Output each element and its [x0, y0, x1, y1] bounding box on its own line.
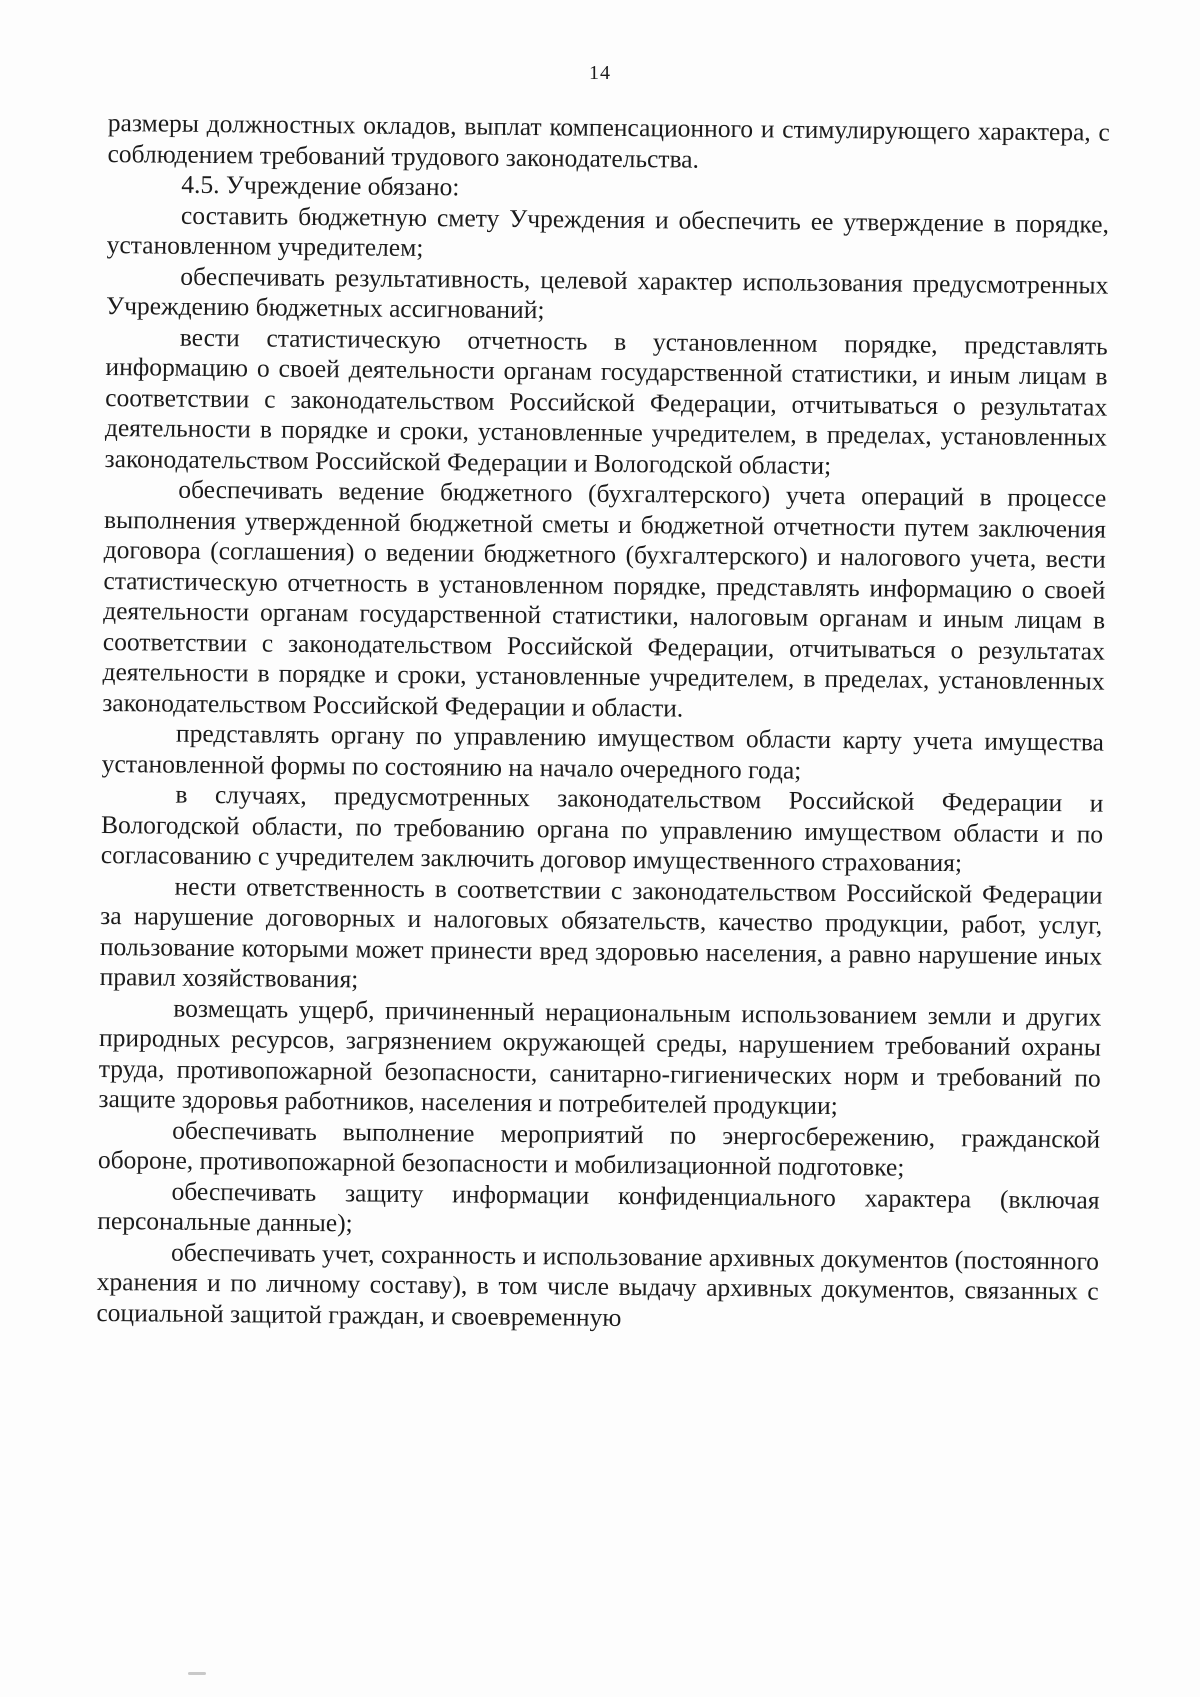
document-body — [96, 108, 1110, 1338]
paragraph-section-heading: 4.5. Учреждение обязано: — [181, 169, 460, 202]
paragraph-responsibility: нести ответственность в соответствии с законодательством Российской Федерации за нарушение договорных и налоговых обязательств, качество продукции, работ, услуг, пользование которыми может принести вред здоровью населения, а равно нарушение иных правил хозяйствования; — [99, 871, 1103, 994]
paragraph-archives: обеспечивать учет, сохранность и использование архивных документов (постоянного хранения и по личному составу), в том числе выдачу архивных документов, связанных с социальной защитой граждан, и своевременную — [96, 1237, 1100, 1332]
paragraph-statistical-reporting: вести статистическую отчетность в установленном порядке, представлять информацию о своей деятельности органам государственной статистики, и иным лицам в соответствии с законодательством Российской Федерации, отчитываться о результатах деятельности в порядке и сроки, установленные учредителем, в пределах, установленных законодательством Российской Федерации и Вологодской области; — [104, 322, 1108, 480]
paragraph-effectiveness: обеспечивать результативность, целевой характер использования предусмотренных Учреждению бюджетных ассигнований; — [105, 261, 1109, 325]
paragraph-insurance: в случаях, предусмотренных законодательством Российской Федерации и Вологодской области, по требованию органа по управлению имуществом области и по согласованию с учредителем заключить договор имущественного страхования; — [100, 779, 1104, 878]
paragraph-data-protection: обеспечивать защиту информации конфиденциального характера (включая персональные данные); — [97, 1176, 1100, 1238]
paragraph-property-card: представлять органу по управлению имуществом области карту учета имущества установленной формы по состоянию на начало очередного года; — [101, 718, 1105, 785]
paragraph-budget-estimate: составить бюджетную смету Учреждения и обеспечить ее утверждение в порядке, установленном учредителем; — [106, 200, 1110, 263]
paragraph-energy-saving: обеспечивать выполнение мероприятий по энергосбережению, гражданской обороне, противопожарной безопасности и мобилизационной подготовке; — [97, 1115, 1101, 1182]
page-number: 14 — [589, 62, 611, 84]
paragraph-damages: возмещать ущерб, причиненный нерациональным использованием земли и других природных ресурсов, загрязнением окружающей среды, нарушением требований охраны труда, противопожарной безопасности, санитарно-гигиенических норм и требований по защите здоровья работников, населения и потребителей продукции; — [98, 993, 1102, 1121]
paragraph-accounting: обеспечивать ведение бюджетного (бухгалтерского) учета операций в процессе выполнения утвержденной бюджетной сметы и бюджетной отчетности путем заключения договора (соглашения) о ведении бюджетного (бухгалтерского) и налогового учета, вести статистическую отчетность в установленном порядке, представлять информацию о своей деятельности органам государственной статистики, налоговым органам и иным лицам в соответствии с законодательством Российской Федерации, отчитываться о результатах деятельности в порядке и сроки, установленные учредителем, в пределах, установленных законодательством Российской Федерации и области. — [102, 474, 1107, 723]
scan-speck — [188, 1672, 206, 1675]
paragraph-continuation: размеры должностных окладов, выплат компенсационного и стимулирующего характера, с соблюдением требований трудового законодательства. — [107, 108, 1110, 174]
